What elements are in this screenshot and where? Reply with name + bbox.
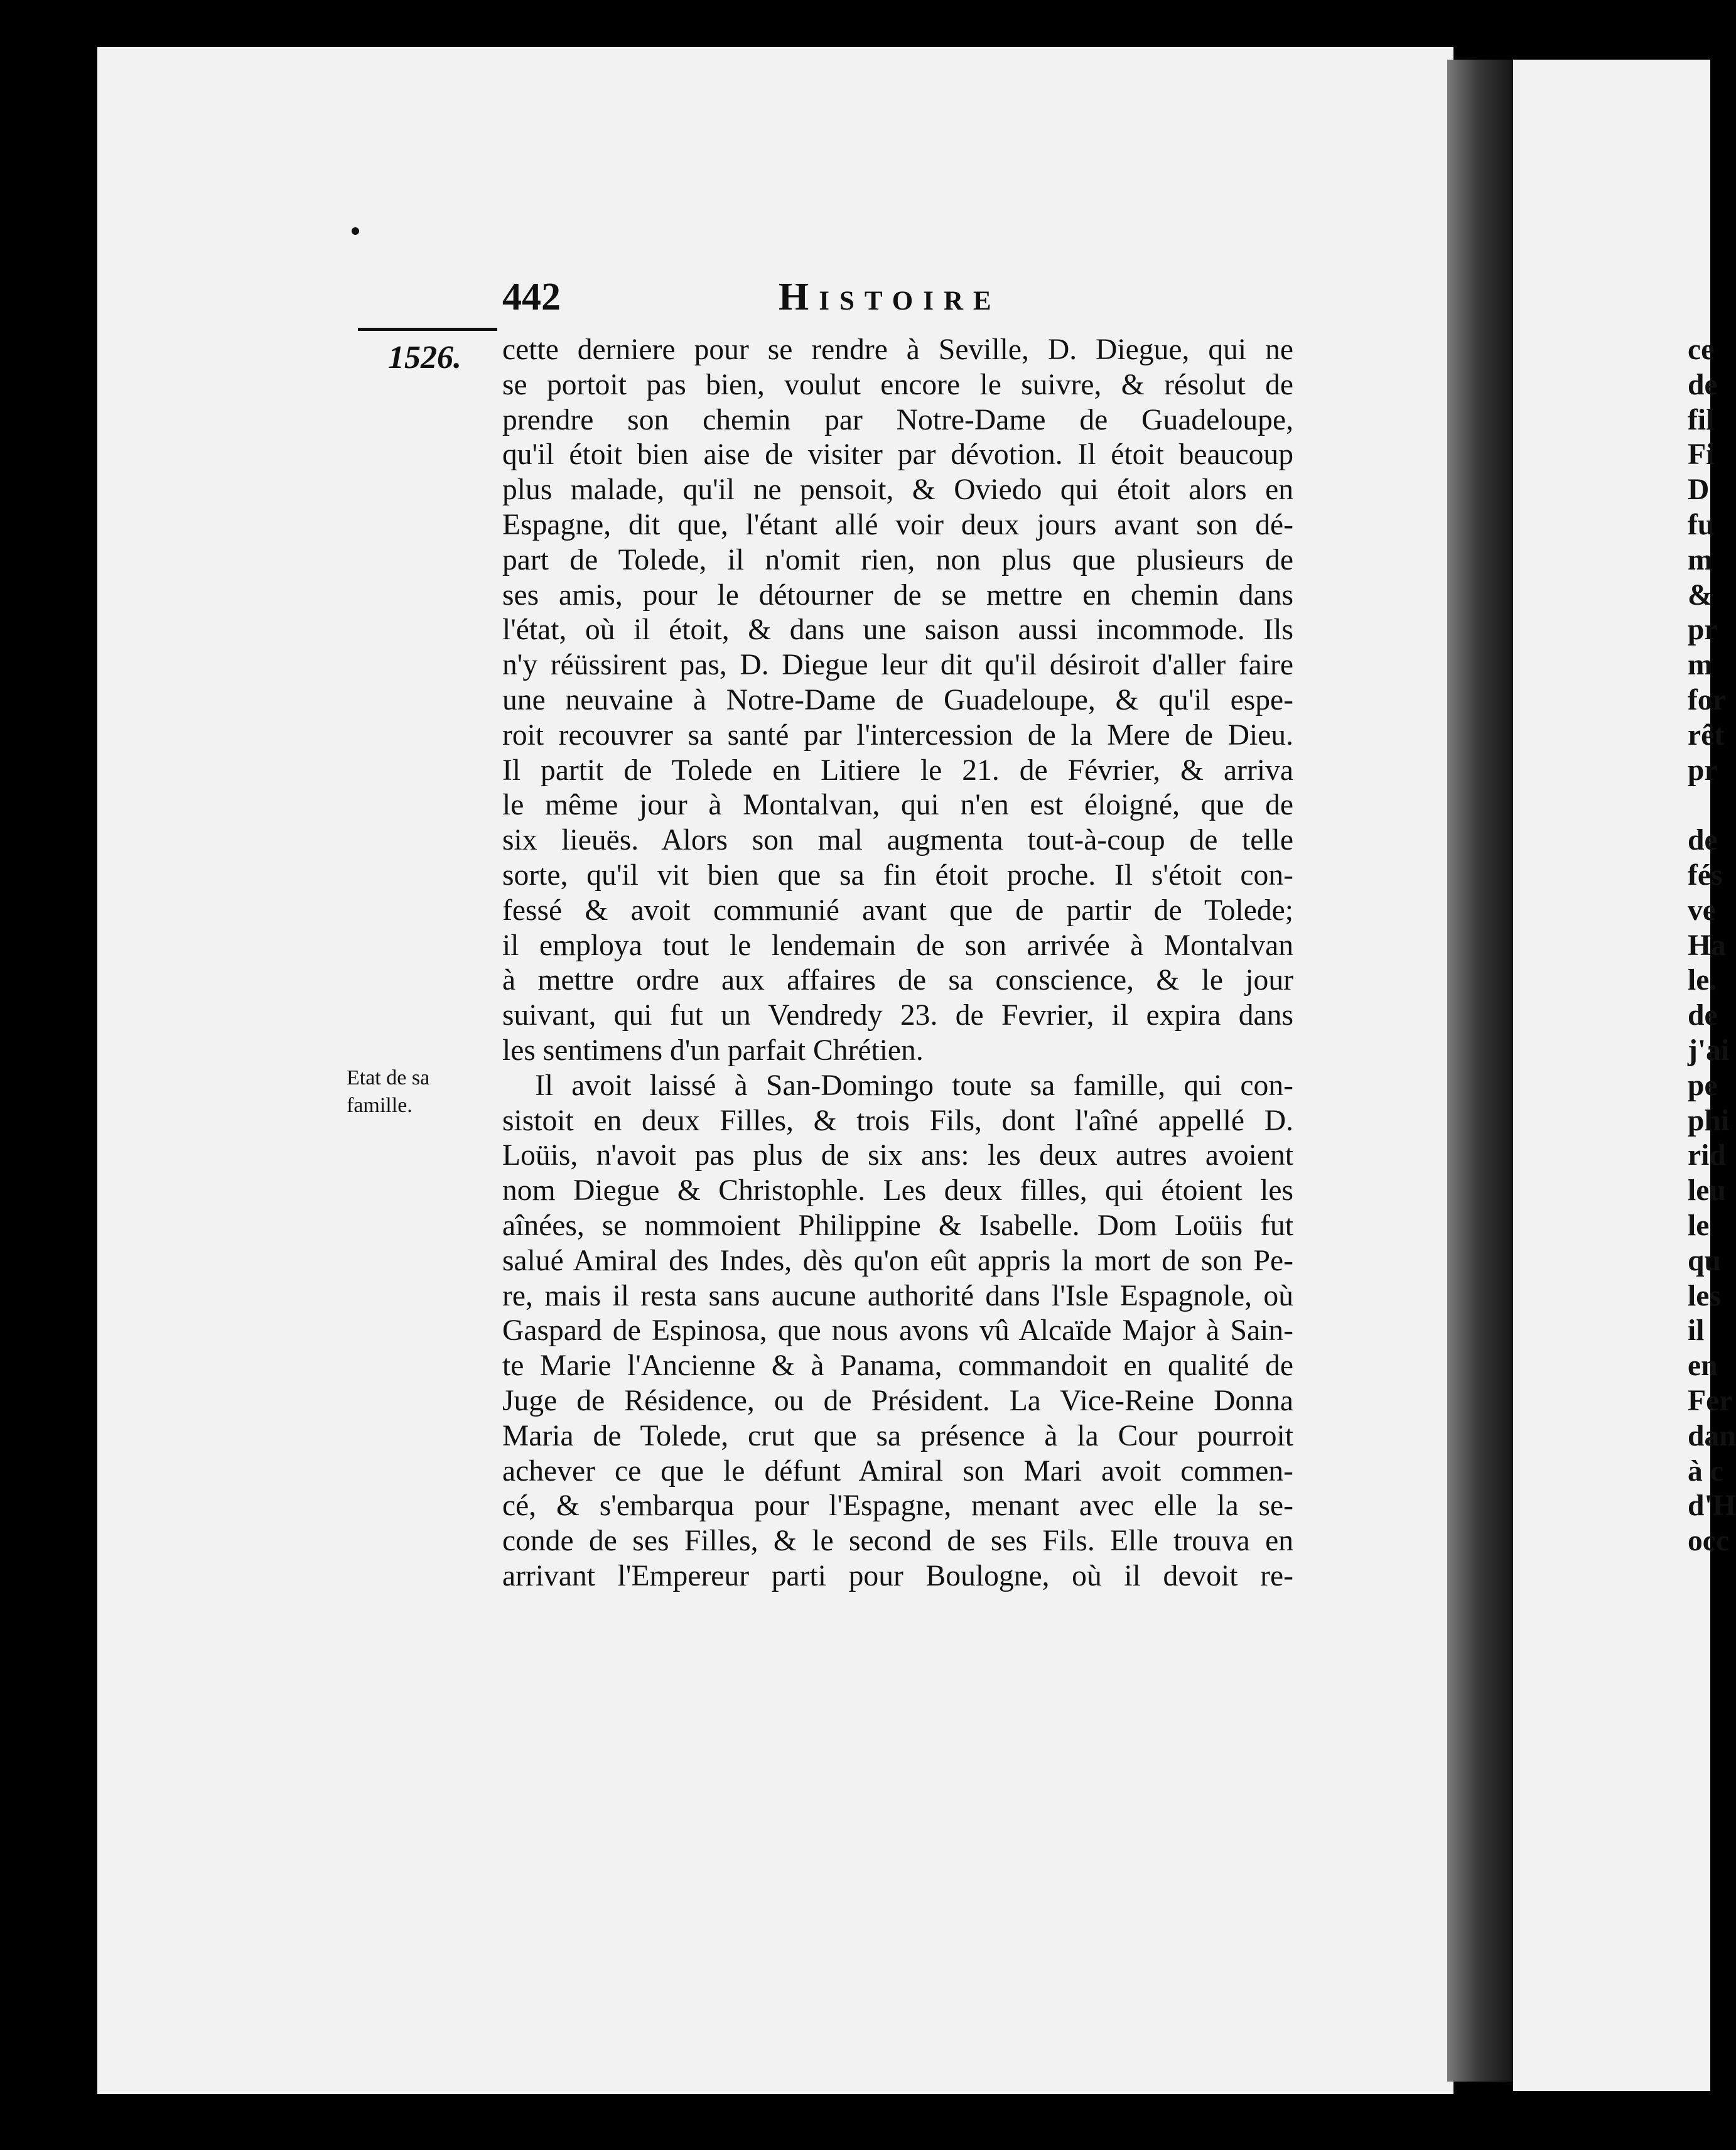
facing-fragment: m <box>1688 649 1713 682</box>
margin-note-line: Etat de sa <box>347 1066 430 1089</box>
facing-fragment: pr <box>1688 613 1718 647</box>
text-line: roit recouvrer sa santé par l'intercession de la Mere de Dieu. <box>502 718 1293 752</box>
text-line: Gaspard de Espinosa, que nous avons vû Alcaïde Major à Sain- <box>502 1314 1293 1348</box>
facing-fragment: occ <box>1688 1525 1730 1558</box>
book-gutter <box>1447 60 1516 2082</box>
text-line: plus malade, qu'il ne pensoit, & Oviedo qui étoit alors en <box>502 473 1293 507</box>
facing-fragment: le. <box>1688 964 1717 997</box>
text-line: il employa tout le lendemain de son arrivée à Montalvan <box>502 929 1293 962</box>
text-line: n'y réüssirent pas, D. Diegue leur dit qu'il désiroit d'aller faire <box>502 649 1293 682</box>
facing-fragment: qu <box>1688 1244 1721 1277</box>
facing-fragment: ce <box>1688 333 1715 366</box>
facing-fragment: & <box>1688 578 1713 612</box>
facing-fragment: rêt <box>1688 718 1725 752</box>
text-line: se portoit pas bien, voulut encore le suivre, & résolut de <box>502 368 1293 401</box>
facing-fragment: Ha <box>1688 929 1726 962</box>
facing-fragment: de <box>1688 824 1718 857</box>
text-line: le même jour à Montalvan, qui n'en est éloigné, que de <box>502 789 1293 822</box>
facing-fragment: ve <box>1688 894 1716 927</box>
text-line: Espagne, dit que, l'étant allé voir deux jours avant son dé- <box>502 508 1293 541</box>
text-line: re, mais il resta sans aucune authorité dans l'Isle Espagnole, où <box>502 1279 1293 1312</box>
facing-fragment: dan <box>1688 1419 1736 1452</box>
text-line: Loüis, n'avoit pas plus de six ans: les deux autres avoient <box>502 1139 1293 1172</box>
facing-fragment: phi <box>1688 1104 1730 1137</box>
text-line: une neuvaine à Notre-Dame de Guadeloupe, & qu'il espe- <box>502 683 1293 716</box>
text-line: aînées, se nommoient Philippine & Isabelle. Dom Loüis fut <box>502 1209 1293 1242</box>
year-note: 1526. <box>388 340 461 375</box>
text-line: Il avoit laissé à San-Domingo toute sa famille, qui con- <box>535 1069 1293 1102</box>
facing-gap <box>1688 788 1710 823</box>
text-line: cé, & s'embarqua pour l'Espagne, menant avec elle la se- <box>502 1489 1293 1523</box>
facing-fragment: fil <box>1688 403 1715 436</box>
text-line: fessé & avoit communié avant que de partir de Tolede; <box>502 894 1293 927</box>
text-line: à mettre ordre aux affaires de sa conscience, & le jour <box>502 964 1293 997</box>
margin-rule <box>358 328 497 331</box>
page-header <box>502 275 1306 325</box>
facing-fragment: pe <box>1688 1069 1718 1102</box>
facing-fragment: D <box>1688 473 1710 507</box>
margin-note <box>347 1064 497 1120</box>
ink-dot <box>352 227 359 235</box>
facing-fragment: il <box>1688 1314 1705 1348</box>
paragraph-2 <box>502 1069 1293 1594</box>
facing-fragment: Fer <box>1688 1384 1733 1417</box>
facing-fragment: à c <box>1688 1454 1723 1488</box>
facing-fragment: en <box>1688 1349 1718 1383</box>
text-line: les sentimens d'un parfait Chrétien. <box>502 1034 924 1067</box>
facing-fragment: pr <box>1688 754 1718 787</box>
facing-fragment: de <box>1688 368 1718 401</box>
text-line: salué Amiral des Indes, dès qu'on eût appris la mort de son Pe- <box>502 1244 1293 1277</box>
text-line: achever ce que le défunt Amiral son Mari avoit commen- <box>502 1454 1293 1488</box>
text-line: part de Tolede, il n'omit rien, non plus que plusieurs de <box>502 543 1293 576</box>
text-line: nom Diegue & Christophle. Les deux filles, qui étoient les <box>502 1174 1293 1207</box>
text-line: arrivant l'Empereur parti pour Boulogne, où il devoit re- <box>502 1559 1293 1592</box>
page-number: 442 <box>502 276 561 318</box>
facing-fragment: les <box>1688 1279 1721 1312</box>
facing-page-text <box>1688 333 1736 1559</box>
text-line: Il partit de Tolede en Litiere le 21. de Février, & arriva <box>502 754 1293 787</box>
running-title: Histoire <box>779 276 1001 318</box>
facing-fragment: de <box>1688 999 1718 1032</box>
text-line: six lieuës. Alors son mal augmenta tout-à-coup de telle <box>502 824 1293 857</box>
text-line: te Marie l'Ancienne & à Panama, commandoit en qualité de <box>502 1349 1293 1383</box>
body-text <box>502 333 1293 1594</box>
text-line: sorte, qu'il vit bien que sa fin étoit proche. Il s'étoit con- <box>502 858 1293 892</box>
text-line: conde de ses Filles, & le second de ses Fils. Elle trouva en <box>502 1525 1293 1558</box>
facing-fragment: for <box>1688 683 1726 716</box>
text-line: Maria de Tolede, crut que sa présence à la Cour pourroit <box>502 1419 1293 1452</box>
text-line: l'état, où il étoit, & dans une saison aussi incommode. Ils <box>502 613 1293 647</box>
text-line: qu'il étoit bien aise de visiter par dévotion. Il étoit beaucoup <box>502 438 1293 472</box>
text-line: suivant, qui fut un Vendredy 23. de Fevrier, il expira dans <box>502 999 1293 1032</box>
paragraph-1 <box>502 333 1293 1069</box>
facing-fragment: m <box>1688 543 1713 576</box>
facing-fragment: rid <box>1688 1139 1726 1172</box>
facing-fragment: fu <box>1688 508 1715 541</box>
text-line: prendre son chemin par Notre-Dame de Guadeloupe, <box>502 403 1293 436</box>
facing-fragment: j'ai <box>1688 1034 1730 1067</box>
facing-fragment: d'H <box>1688 1489 1736 1523</box>
facing-fragment: Fi <box>1688 438 1715 472</box>
facing-fragment: leu <box>1688 1174 1726 1207</box>
text-line: cette derniere pour se rendre à Seville, D. Diegue, qui ne <box>502 333 1293 366</box>
facing-fragment: le <box>1688 1209 1710 1242</box>
text-line: ses amis, pour le détourner de se mettre en chemin dans <box>502 578 1293 612</box>
facing-fragment: fés <box>1688 858 1723 892</box>
margin-note-line: famille. <box>347 1094 412 1117</box>
text-line: Juge de Résidence, ou de Président. La Vice-Reine Donna <box>502 1384 1293 1417</box>
text-line: sistoit en deux Filles, & trois Fils, dont l'aîné appellé D. <box>502 1104 1293 1137</box>
